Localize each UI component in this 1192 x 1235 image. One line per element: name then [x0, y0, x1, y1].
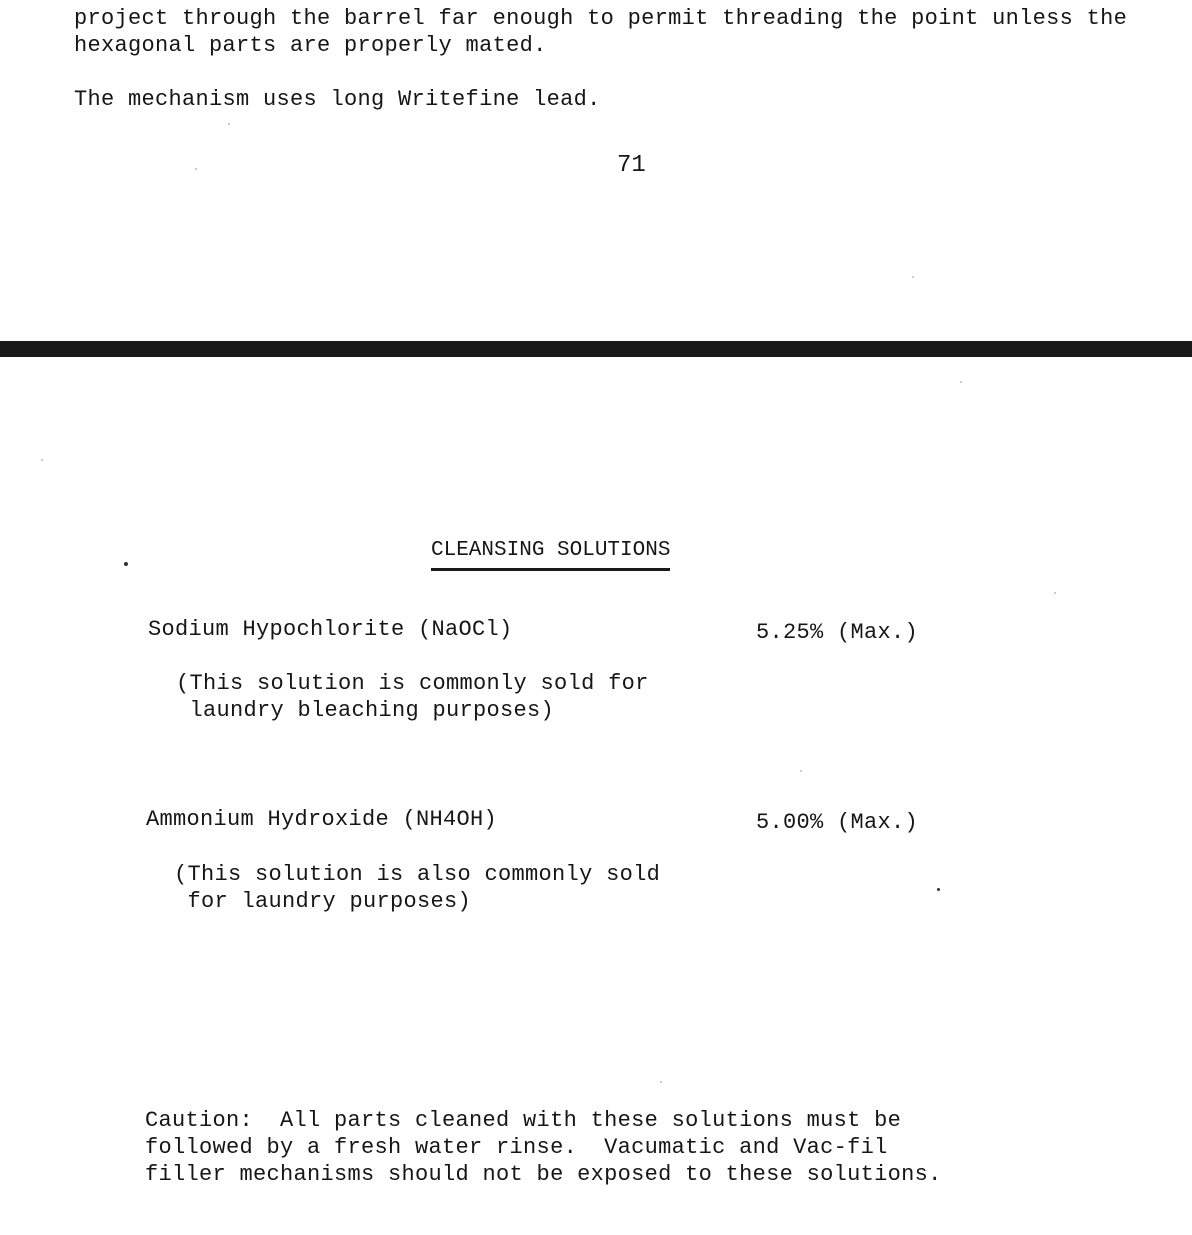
- scan-speck: [228, 123, 230, 125]
- scan-dot: [124, 562, 128, 566]
- scan-speck: [912, 276, 914, 278]
- paragraph-line-2: hexagonal parts are properly mated.: [74, 33, 547, 58]
- paragraph-line-1: project through the barrel far enough to permit threading the point unless the: [74, 6, 1128, 31]
- solution-1-note-line-2: laundry bleaching purposes): [176, 698, 555, 723]
- scan-speck: [660, 1081, 662, 1083]
- bottom-page: [0, 357, 1192, 1235]
- solution-1-concentration: 5.25% (Max.): [756, 620, 919, 645]
- solution-2-note-line-1: (This solution is also commonly sold: [174, 862, 661, 887]
- top-page: [0, 0, 1192, 341]
- scan-speck: [960, 381, 962, 383]
- section-heading: CLEANSING SOLUTIONS: [431, 537, 670, 571]
- mechanism-note: The mechanism uses long Writefine lead.: [74, 87, 601, 112]
- caution-line-3: filler mechanisms should not be exposed to these solutions.: [145, 1162, 942, 1187]
- page-number: 71: [617, 152, 646, 179]
- scan-speck: [1054, 592, 1056, 594]
- scan-dot: [937, 888, 940, 891]
- solution-2-name: Ammonium Hydroxide (NH4OH): [146, 807, 498, 832]
- solution-1-name: Sodium Hypochlorite (NaOCl): [148, 617, 513, 642]
- solution-2-concentration: 5.00% (Max.): [756, 810, 919, 835]
- page-separator: [0, 341, 1192, 357]
- scan-speck: [800, 770, 802, 772]
- solution-2-note-line-2: for laundry purposes): [174, 889, 472, 914]
- scan-speck: [41, 459, 43, 461]
- scan-speck: [195, 168, 197, 170]
- caution-line-2: followed by a fresh water rinse. Vacumatic and Vac-fil: [145, 1135, 888, 1160]
- solution-1-note-line-1: (This solution is commonly sold for: [176, 671, 649, 696]
- caution-line-1: Caution: All parts cleaned with these solutions must be: [145, 1108, 902, 1133]
